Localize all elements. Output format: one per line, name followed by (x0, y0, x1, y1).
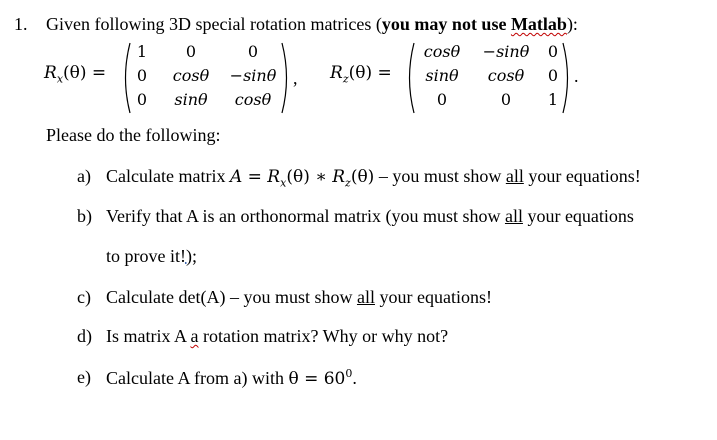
rz-cell-0-1: −sinθ (482, 42, 530, 61)
part-e-lead: Calculate A from a) with (106, 368, 289, 388)
part-b-label: b) (77, 206, 92, 226)
part-a-mid: – you must show (374, 166, 506, 186)
part-a-lead: Calculate matrix (106, 166, 230, 186)
rz-cell-2-1: 0 (500, 90, 512, 109)
rz-label (330, 63, 392, 85)
rz-cell-1-1: cosθ (487, 66, 525, 85)
part-e-end: . (352, 368, 357, 388)
part-d-label: d) (77, 326, 92, 346)
rx-label (44, 63, 106, 85)
problem-intro (46, 14, 578, 35)
rz-cell-2-2: 1 (547, 90, 559, 109)
part-b-text (106, 206, 634, 227)
rz-cell-0-2: 0 (547, 42, 559, 61)
rz-cell-1-0: sinθ (425, 66, 459, 85)
part-e-sup: 0 (345, 367, 353, 380)
part-d-text (106, 326, 448, 347)
rz-subscript: z (342, 72, 349, 86)
part-e-math: θ = 60 (288, 369, 346, 389)
part-a-math-r2-arg: (θ) (350, 167, 375, 187)
part-b-end: your equations (522, 206, 634, 226)
part-c-text (106, 287, 492, 308)
part-c-lead: Calculate det(A) – you must show (106, 287, 357, 307)
part-a-math-A: A (229, 167, 243, 187)
part-a-math-r1-arg: (θ) ∗ (286, 167, 333, 187)
part-c-end: your equations! (374, 287, 492, 307)
part-a-all: all (505, 166, 524, 186)
part-e-text (106, 367, 357, 389)
rz-arg: (θ) = (348, 63, 392, 83)
rz-cell-0-0: cosθ (423, 42, 461, 61)
rx-right-paren (280, 42, 292, 114)
part-b-lead: Verify that A is an orthonormal matrix (you must show (106, 206, 505, 226)
part-a-label: a) (77, 166, 91, 186)
rx-cell-0-0: 1 (136, 42, 148, 61)
part-a-math-r1-sub: x (280, 176, 287, 190)
rx-comma: , (293, 68, 298, 88)
part-a-end: your equations! (523, 166, 641, 186)
part-b-line2-end: ); (185, 246, 197, 266)
rz-right-paren (561, 42, 573, 114)
rx-symbol: R (44, 63, 57, 83)
rx-cell-2-2: cosθ (234, 90, 272, 109)
part-a-math-r1: R (267, 167, 281, 187)
part-d-a: a (190, 326, 199, 346)
rz-symbol: R (330, 63, 343, 83)
rx-arg: (θ) = (63, 63, 107, 83)
part-b-all: all (504, 206, 523, 226)
part-d-lead: Is matrix A (106, 326, 191, 346)
part-a-text (106, 166, 641, 190)
rz-period: . (574, 66, 579, 86)
intro-close-text: ): (566, 14, 578, 34)
rx-cell-1-1: cosθ (172, 66, 210, 85)
part-b-line2-text: to prove it! (106, 246, 186, 266)
rx-cell-0-2: 0 (247, 42, 259, 61)
part-a-math-eq: = (242, 167, 268, 187)
part-b-line2 (106, 246, 197, 267)
rx-cell-1-2: −sinθ (229, 66, 277, 85)
part-a-math-r2: R (332, 167, 346, 187)
rx-cell-2-0: 0 (136, 90, 148, 109)
part-c-label: c) (77, 287, 91, 307)
intro-text: Given following 3D special rotation matrices ( (46, 14, 382, 34)
part-c-all: all (356, 287, 375, 307)
part-a-math-r2-sub: z (345, 176, 351, 190)
rx-subscript: x (56, 72, 64, 86)
problem-number: 1. (14, 14, 28, 34)
rz-cell-2-0: 0 (436, 90, 448, 109)
rx-cell-1-0: 0 (136, 66, 148, 85)
intro-bold-text: you may not use (381, 14, 511, 34)
rz-cell-1-2: 0 (547, 66, 559, 85)
part-d-end: rotation matrix? Why or why not? (198, 326, 449, 346)
rx-cell-2-1: sinθ (174, 90, 208, 109)
intro-matlab-text: Matlab (510, 14, 567, 34)
instruction-text: Please do the following: (46, 125, 221, 145)
part-e-label: e) (77, 367, 91, 387)
rx-cell-0-1: 0 (185, 42, 197, 61)
